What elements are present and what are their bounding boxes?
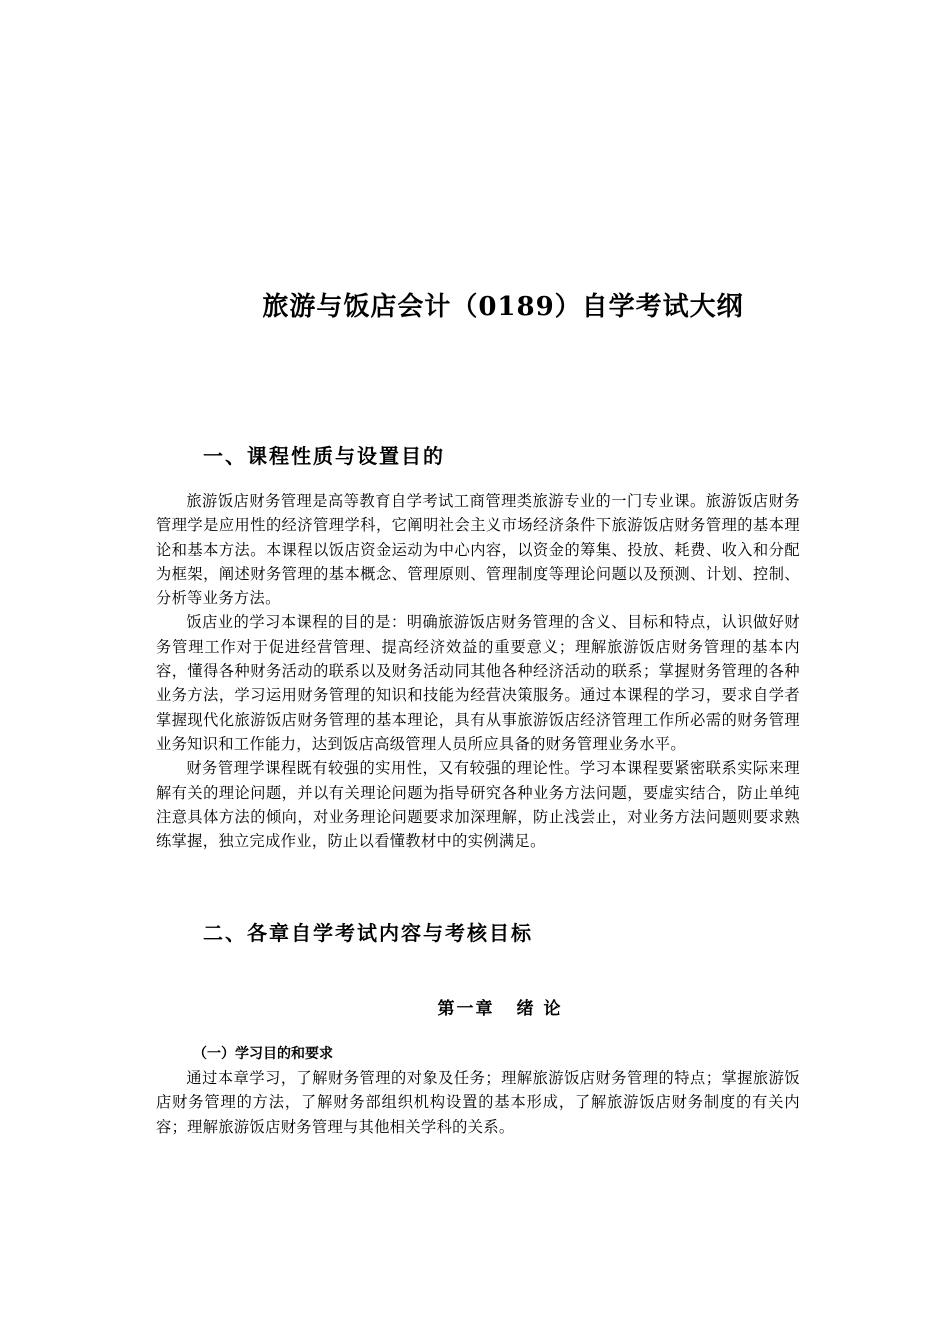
- chapter-title: [0, 994, 950, 1019]
- section-heading-chapter-content: 二、各章自学考试内容与考核目标: [203, 921, 533, 945]
- body-paragraph: 通过本章学习，了解财务管理的对象及任务；理解旅游饭店财务管理的特点；掌握旅游饭店财务管理的方法，了解财务部组织机构设置的基本形成，了解旅游饭店财务制度的有关内容；理解旅游饭店财务管理与其他相关学科的关系。: [156, 1069, 800, 1136]
- subsection-body: [156, 1066, 800, 1139]
- subsection-heading: （一）学习目的和要求: [193, 1046, 333, 1062]
- section-body-course-nature: [156, 489, 800, 853]
- body-paragraph: 饭店业的学习本课程的目的是：明确旅游饭店财务管理的含义、目标和特点，认识做好财务管理工作对于促进经营管理、提高经济效益的重要意义；理解旅游饭店财务管理的基本内容，懂得各种财务活动的联系以及财务活动同其他各种经济活动的联系；掌握财务管理的各种业务方法，学习运用财务管理的知识和技能为经营决策服务。通过本课程的学习，要求自学者掌握现代化旅游饭店财务管理的基本理论，具有从事旅游饭店经济管理工作所必需的财务管理业务知识和工作能力，达到饭店高级管理人员所应具备的财务管理业务水平。: [156, 613, 800, 753]
- body-paragraph: 财务管理学课程既有较强的实用性，又有较强的理论性。学习本课程要紧密联系实际来理解有关的理论问题，并以有关理论问题为指导研究各种业务方法问题，要虚实结合，防止单纯注意具体方法的倾向，对业务理论问题要求加深理解，防止浅尝止，对业务方法问题则要求熟练掌握，独立完成作业，防止以看懂教材中的实例满足。: [156, 759, 800, 851]
- section-heading-course-nature: 一、课程性质与设置目的: [203, 444, 445, 468]
- chapter-number: 第一章: [437, 999, 495, 1019]
- document-title: 旅游与饭店会计（0189）自学考试大纲: [262, 292, 744, 322]
- body-paragraph: 旅游饭店财务管理是高等教育自学考试工商管理类旅游专业的一门专业课。旅游饭店财务管理学是应用性的经济管理学科，它阐明社会主义市场经济条件下旅游饭店财务管理的基本理论和基本方法。本课程以饭店资金运动为中心内容，以资金的筹集、投放、耗费、收入和分配为框架，阐述财务管理的基本概念、管理原则、管理制度等理论问题以及预测、计划、控制、分析等业务方法。: [156, 492, 800, 608]
- chapter-name: 绪 论: [516, 999, 563, 1019]
